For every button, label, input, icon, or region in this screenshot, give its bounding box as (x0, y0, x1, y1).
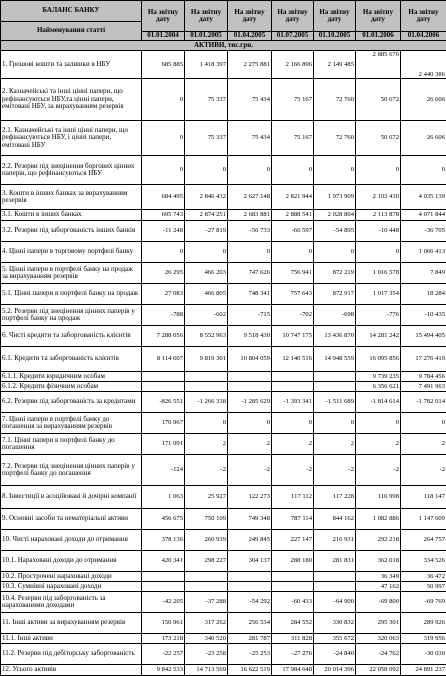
table-row (1, 51, 446, 79)
row-value: -2 (185, 455, 228, 486)
table-row (1, 347, 446, 372)
row-value: 0 (185, 242, 228, 263)
table-title: БАЛАНС БАНКУ (1, 1, 142, 22)
row-value: -1 285 629 (228, 392, 272, 413)
row-value: 50 672 (356, 121, 401, 156)
row-value (185, 582, 228, 592)
row-value: 0 (228, 242, 272, 263)
row-value: 466 203 (185, 263, 228, 284)
row-value: 756 941 (272, 263, 314, 284)
row-value: 1 082 886 (356, 509, 401, 530)
table-row (1, 242, 446, 263)
period-header: На звітну дату (228, 1, 272, 32)
row-label: 2.2. Резерви під знецінення боргових цінних паперів, що рефінансуються НБУ (1, 156, 142, 185)
row-value: -698 (314, 305, 356, 326)
row-value: 0 (272, 413, 314, 434)
row-value: 684 495 (142, 185, 185, 210)
period-header: На звітну дату (314, 1, 356, 32)
row-label: 6.1. Кредити та заборгованість клієнтів (1, 347, 142, 372)
row-value: 0 (185, 413, 228, 434)
row-value: 2 166 896 (272, 51, 314, 79)
row-value: 2 113 878 (356, 210, 401, 221)
row-value: 2 821 944 (272, 185, 314, 210)
row-value: 256 534 (228, 613, 272, 634)
row-value: 1 016 578 (356, 263, 401, 284)
row-value: 150 961 (142, 613, 185, 634)
row-value (272, 372, 314, 382)
row-value: 8 552 963 (185, 326, 228, 347)
row-label: 6.1.2. Кредити фізичним особам (1, 382, 142, 392)
row-value: 26 606 (401, 121, 446, 156)
row-value: 1 418 397 (185, 51, 228, 79)
row-value: 26 606 (401, 79, 446, 121)
row-value: 2 (314, 434, 356, 455)
row-value: 378 136 (142, 530, 185, 551)
row-value: -826 551 (142, 392, 185, 413)
row-value: 50 672 (356, 79, 401, 121)
table-row (1, 613, 446, 634)
row-value: 757 643 (272, 284, 314, 305)
row-value: 2 (228, 434, 272, 455)
row-label: 9. Основні засоби та нематеріальні активи (1, 509, 142, 530)
date-header: 01.04.2005 (228, 32, 272, 41)
row-value: 872 917 (314, 284, 356, 305)
row-value (142, 382, 185, 392)
row-value: -36 705 (401, 221, 446, 242)
row-value: 466 805 (185, 284, 228, 305)
row-label: 5. Цінні папери в портфелі банку на продаж за вирахуванням резервів (1, 263, 142, 284)
row-value: 787 114 (272, 509, 314, 530)
row-value: 334 526 (401, 551, 446, 572)
row-value (142, 582, 185, 592)
table-row (1, 572, 446, 582)
period-header: На звітну дату (142, 1, 185, 32)
date-header: 01.01.2006 (356, 32, 401, 41)
row-value: 292 218 (356, 530, 401, 551)
row-value (228, 382, 272, 392)
row-value: 26 295 (142, 263, 185, 284)
row-value: -2 (228, 455, 272, 486)
row-value: 695 743 (142, 210, 185, 221)
row-value: 0 (356, 242, 401, 263)
row-value: 456 675 (142, 509, 185, 530)
row-value: -54 292 (228, 592, 272, 613)
row-value: 2 627 148 (228, 185, 272, 210)
row-value: 10 747 175 (272, 326, 314, 347)
row-value: 298 227 (185, 551, 228, 572)
row-value: 844 162 (314, 509, 356, 530)
row-value: 748 341 (228, 284, 272, 305)
row-value: 2 (356, 434, 401, 455)
row-value: 36 349 (356, 572, 401, 582)
table-row (1, 221, 446, 242)
table-row (1, 392, 446, 413)
row-value: 12 140 516 (272, 347, 314, 372)
row-label: 11.1. Інші активи (1, 634, 142, 644)
row-value (272, 572, 314, 582)
table-row (1, 551, 446, 572)
row-value: 75 167 (272, 121, 314, 156)
row-value: 0 (228, 413, 272, 434)
header-row (1, 1, 446, 22)
row-value: -69 769 (401, 592, 446, 613)
row-value: 116 998 (356, 486, 401, 509)
row-value: 289 926 (401, 613, 446, 634)
row-value: 2 885 676 (356, 51, 401, 79)
table-row (1, 305, 446, 326)
row-value: 36 472 (401, 572, 446, 582)
row-value: 0 (356, 156, 401, 185)
row-value: 2 440 386 (401, 51, 446, 79)
row-label: 7.2. Резерви під знецінення цінних паперів у портфелі банку до погашення (1, 455, 142, 486)
row-value: -715 (228, 305, 272, 326)
row-value: 330 832 (314, 613, 356, 634)
row-value: 9 842 533 (142, 665, 185, 676)
row-value: 18 284 (401, 284, 446, 305)
table-row (1, 634, 446, 644)
period-header: На звітну дату (401, 1, 446, 32)
row-value: 1 147 609 (401, 509, 446, 530)
row-value: -25 253 (228, 644, 272, 665)
row-value: -60 433 (272, 592, 314, 613)
row-value: 72 760 (314, 79, 356, 121)
section-title: АКТИВИ, тис.грн. (1, 41, 446, 51)
row-value: 47 162 (356, 582, 401, 592)
row-value: -23 258 (185, 644, 228, 665)
row-value: -602 (185, 305, 228, 326)
row-value: 6 356 621 (356, 382, 401, 392)
row-value: -1 782 014 (401, 392, 446, 413)
row-value (142, 572, 185, 582)
row-value: 9 739 235 (356, 372, 401, 382)
row-value: 260 939 (185, 530, 228, 551)
column-label: Найменування статті (1, 22, 142, 41)
row-value: 122 273 (228, 486, 272, 509)
row-value (185, 372, 228, 382)
row-value: 2 028 804 (314, 210, 356, 221)
row-value: 14 281 242 (356, 326, 401, 347)
row-value: 0 (314, 413, 356, 434)
row-value: 284 552 (272, 613, 314, 634)
row-label: 6.1.1. Кредити юридичним особам (1, 372, 142, 382)
row-value: 17 984 648 (272, 665, 314, 676)
row-label: 7. Цінні папери в портфелі банку до погашення за вирахуванням резервів (1, 413, 142, 434)
row-value: 16 622 519 (228, 665, 272, 676)
row-value: 170 967 (142, 413, 185, 434)
row-value: 750 109 (185, 509, 228, 530)
row-value: -42 205 (142, 592, 185, 613)
row-value: 1 973 909 (314, 185, 356, 210)
table-row (1, 413, 446, 434)
row-value: 0 (185, 156, 228, 185)
row-value: 0 (314, 156, 356, 185)
row-value (228, 572, 272, 582)
row-value (228, 372, 272, 382)
table-row (1, 509, 446, 530)
row-label: 4. Цінні папери в торговому портфелі банку (1, 242, 142, 263)
date-header: 01.10.2005 (314, 32, 356, 41)
row-value: -702 (272, 305, 314, 326)
row-value: 13 436 870 (314, 326, 356, 347)
row-label: 10.2. Прострочені нараховані доходи (1, 572, 142, 582)
row-value: 2 (272, 434, 314, 455)
row-value: 420 341 (142, 551, 185, 572)
row-value (314, 382, 356, 392)
row-value: 16 095 856 (356, 347, 401, 372)
row-value: -56 733 (228, 221, 272, 242)
row-value: 9 819 301 (185, 347, 228, 372)
row-value: 288 180 (272, 551, 314, 572)
row-value: -788 (142, 305, 185, 326)
table-row (1, 121, 446, 156)
section-row (1, 41, 446, 51)
row-value: 2 888 541 (272, 210, 314, 221)
row-value: 317 262 (185, 613, 228, 634)
row-value: 320 063 (356, 634, 401, 644)
row-value: -2 (272, 455, 314, 486)
row-value: 4 035 139 (401, 185, 446, 210)
row-value: 173 218 (142, 634, 185, 644)
row-value: 9 784 456 (401, 372, 446, 382)
row-value: -1 266 338 (185, 392, 228, 413)
table-row (1, 284, 446, 305)
row-value: 1 017 354 (356, 284, 401, 305)
row-value: -1 393 341 (272, 392, 314, 413)
row-value: 15 494 405 (401, 326, 446, 347)
row-label: 5.2. Резерви під знецінення цінних паперів у портфелі банку на продаж (1, 305, 142, 326)
row-value (314, 372, 356, 382)
row-label: 10.3. Сумнівні нараховані доходи (1, 582, 142, 592)
table-row (1, 372, 446, 382)
row-value: 2 (185, 434, 228, 455)
row-value: 72 760 (314, 121, 356, 156)
table-body (1, 51, 446, 676)
row-value: 2 103 430 (356, 185, 401, 210)
row-value: -124 (142, 455, 185, 486)
row-value: 2 683 881 (228, 210, 272, 221)
row-value: -30 030 (401, 644, 446, 665)
row-value (272, 382, 314, 392)
row-value: 75 434 (228, 121, 272, 156)
row-value: 319 956 (401, 634, 446, 644)
row-label: 3.1. Кошти в інших банках (1, 210, 142, 221)
row-value: 0 (314, 242, 356, 263)
row-value (314, 582, 356, 592)
row-label: 10.4. Резерви під заборгованість за нарахованими доходами (1, 592, 142, 613)
row-value: 4 071 844 (401, 210, 446, 221)
row-value: 2 (401, 434, 446, 455)
row-value: 0 (142, 156, 185, 185)
row-value: 216 931 (314, 530, 356, 551)
row-value: 117 228 (314, 486, 356, 509)
row-value: 281 831 (314, 551, 356, 572)
date-header: 01.04.2006 (401, 32, 446, 41)
row-value: -11 248 (142, 221, 185, 242)
row-value: 2 874 251 (185, 210, 228, 221)
row-value: 295 301 (356, 613, 401, 634)
row-value (314, 572, 356, 582)
row-value: 75 337 (185, 79, 228, 121)
period-header: На звітну дату (185, 1, 228, 32)
row-value: -2 (314, 455, 356, 486)
table-row (1, 530, 446, 551)
row-label: 1. Грошові кошти та залишки в НБУ (1, 51, 142, 79)
row-value: 0 (401, 413, 446, 434)
row-value: -24 762 (356, 644, 401, 665)
row-value: 7 849 (401, 263, 446, 284)
row-value: 747 626 (228, 263, 272, 284)
row-value: 227 147 (272, 530, 314, 551)
table-row (1, 326, 446, 347)
row-label: 12. Усього активів (1, 665, 142, 676)
row-value: 24 891 237 (401, 665, 446, 676)
row-value: 25 927 (185, 486, 228, 509)
row-value: 171 091 (142, 434, 185, 455)
row-value: -24 840 (314, 644, 356, 665)
row-label: 6.2. Резерви під заборгованість за кредитами (1, 392, 142, 413)
row-value (142, 372, 185, 382)
row-value: -64 900 (314, 592, 356, 613)
row-value: 7 491 963 (401, 382, 446, 392)
row-value: 2 275 881 (228, 51, 272, 79)
row-label: 2.1. Казначейські та інші цінні папери, що рефінансуються НБУ, і цінні папери, емітовані НБУ (1, 121, 142, 156)
row-label: 3.2. Резерви під заборгованість інших банків (1, 221, 142, 242)
row-value: 117 112 (272, 486, 314, 509)
table-row (1, 79, 446, 121)
row-value (272, 582, 314, 592)
row-value: 0 (272, 242, 314, 263)
row-value: 75 434 (228, 79, 272, 121)
row-label: 5.1. Цінні папери в портфелі банку на продаж (1, 284, 142, 305)
table-row (1, 185, 446, 210)
row-value: -69 800 (356, 592, 401, 613)
row-label: 10. Чисті нараховані доходи до отримання (1, 530, 142, 551)
row-value: -27 819 (185, 221, 228, 242)
row-value: 0 (356, 413, 401, 434)
row-value: 249 845 (228, 530, 272, 551)
row-value: -1 814 614 (356, 392, 401, 413)
date-header: 01.07.2005 (272, 32, 314, 41)
table-row (1, 156, 446, 185)
row-value: 2 149 485 (314, 51, 356, 79)
row-value: 27 083 (142, 284, 185, 305)
period-header: На звітну дату (272, 1, 314, 32)
row-label: 11.2. Резерви під дебіторську заборгованість (1, 644, 142, 665)
row-value: -10 435 (401, 305, 446, 326)
row-value: 0 (272, 156, 314, 185)
row-value: 1 066 413 (401, 242, 446, 263)
row-value: 118 147 (401, 486, 446, 509)
row-label: 8. Інвестиції в асоційовані й дочірні компанії (1, 486, 142, 509)
date-header: 01.01.2004 (142, 32, 185, 41)
table-row (1, 582, 446, 592)
row-value: 0 (142, 121, 185, 156)
row-value: 685 885 (142, 51, 185, 79)
row-value: 0 (142, 79, 185, 121)
row-value: 14 713 569 (185, 665, 228, 676)
date-header: 01.01.2005 (185, 32, 228, 41)
table-row (1, 434, 446, 455)
row-label: 7.1. Цінні папери в портфелі банку до погашення (1, 434, 142, 455)
row-value: 17 276 419 (401, 347, 446, 372)
row-value: 0 (142, 242, 185, 263)
row-value: 872 219 (314, 263, 356, 284)
row-value: 311 828 (272, 634, 314, 644)
row-value: -2 (401, 455, 446, 486)
row-value: 10 804 059 (228, 347, 272, 372)
row-label: 10.1. Нараховані доходи до отримання (1, 551, 142, 572)
row-label: 3. Кошти в інших банках за вирахуванням резервів (1, 185, 142, 210)
row-value: 7 288 056 (142, 326, 185, 347)
row-value: 2 846 432 (185, 185, 228, 210)
row-value: -66 597 (272, 221, 314, 242)
row-value: 264 757 (401, 530, 446, 551)
row-label: 11. Інші активи за вирахуванням резервів (1, 613, 142, 634)
row-label: 6. Чисті кредити та заборгованість клієнтів (1, 326, 142, 347)
table-row (1, 644, 446, 665)
row-value: 22 058 092 (356, 665, 401, 676)
table-row (1, 210, 446, 221)
row-value: -776 (356, 305, 401, 326)
table-row (1, 592, 446, 613)
table-row (1, 263, 446, 284)
row-value: -54 895 (314, 221, 356, 242)
row-value: 1 063 (142, 486, 185, 509)
row-value: 0 (228, 156, 272, 185)
row-value (185, 382, 228, 392)
row-value (228, 582, 272, 592)
table-row (1, 486, 446, 509)
row-value: 0 (401, 156, 446, 185)
row-value: 75 167 (272, 79, 314, 121)
row-value: 355 672 (314, 634, 356, 644)
row-value: -10 448 (356, 221, 401, 242)
row-value: -37 288 (185, 592, 228, 613)
row-value: 50 997 (401, 582, 446, 592)
row-value: 8 114 607 (142, 347, 185, 372)
row-value: -1 511 689 (314, 392, 356, 413)
row-value: 75 337 (185, 121, 228, 156)
row-value: 281 787 (228, 634, 272, 644)
row-value: 340 520 (185, 634, 228, 644)
row-value (185, 572, 228, 582)
table-row (1, 455, 446, 486)
period-header: На звітну дату (356, 1, 401, 32)
row-label: 2. Казначейські та інші цінні папери, що рефінансуються НБУ,та цінні папери, емітовані НБУ, за вирахуванням резервів (1, 79, 142, 121)
row-value: -27 276 (272, 644, 314, 665)
row-value: 9 518 430 (228, 326, 272, 347)
row-value: 304 137 (228, 551, 272, 572)
row-value: 20 014 396 (314, 665, 356, 676)
row-value: -2 (356, 455, 401, 486)
row-value: 14 948 559 (314, 347, 356, 372)
row-value: -22 257 (142, 644, 185, 665)
row-value: 362 018 (356, 551, 401, 572)
table-row (1, 382, 446, 392)
row-value: 749 348 (228, 509, 272, 530)
